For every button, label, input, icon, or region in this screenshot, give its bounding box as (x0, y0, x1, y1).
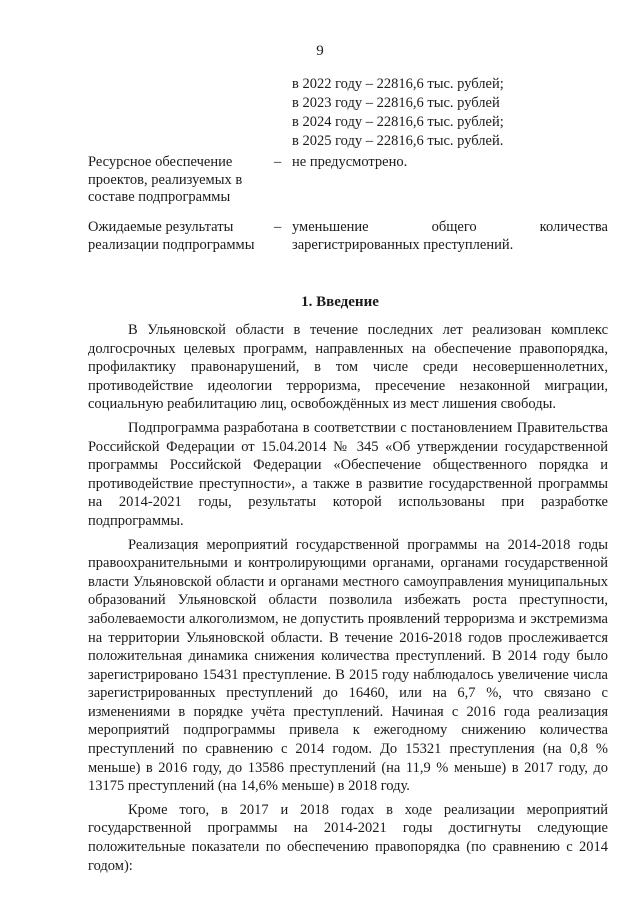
funding-line-2025: в 2025 году – 22816,6 тыс. рублей. (292, 133, 504, 149)
funding-by-year (292, 75, 504, 151)
param-value: уменьшение общего количества зарегистрированных преступлений. (292, 219, 608, 253)
param-dash: – (274, 219, 282, 235)
funding-line-2024: в 2024 году – 22816,6 тыс. рублей; (292, 114, 504, 130)
funding-line-2022: в 2022 году – 22816,6 тыс. рублей; (292, 76, 504, 92)
param-label: Ожидаемые результаты реализации подпрограммы (88, 219, 255, 253)
paragraph: В Ульяновской области в течение последних лет реализован комплекс долгосрочных целевых программ, направленных на обеспечение правопорядка, профилактику правонарушений, в том числе среди несовершеннолетних, противодействие идеологии терроризма, пресечение незаконной миграции, социальную реабилитацию лиц, освобождённых из мест лишения свободы. (88, 322, 608, 413)
section-body (88, 321, 608, 880)
paragraph: Реализация мероприятий государственной программы на 2014-2018 годы правоохранительными и контролирующими органами, органами государственной власти Ульяновской области и органами местного самоуправления муниципальных образований Ульяновской области позволила избежать роста преступности, заболеваемости алкоголизмом, не допустить проявлений терроризма и экстремизма на территории Ульяновской области. В течение 2016-2018 годов прослеживается положительная динамика снижения количества преступлений. В 2014 году было зарегистрировано 15431 преступление. В 2015 году наблюдалось увеличение числа зарегистрированных преступлений до 16460, или на 6,7 %, что связано с изменениями в порядке учёта преступлений. Начиная с 2016 года реализация мероприятий подпрограммы привела к ежегодному снижению количества преступлений по сравнению с 2014 годом. До 15321 преступления (на 0,8 % меньше) в 2016 году, до 13586 преступлений (на 11,9 % меньше) в 2017 году, до 13175 преступлений (на 14,6% меньше) в 2018 году. (88, 536, 608, 795)
paragraph: Подпрограмма разработана в соответствии с постановлением Правительства Российской Федерации от 15.04.2014 № 345 «Об утверждении государственной программы Российской Федерации «Обеспечение общественного порядка и противодействие преступности», а также в развитие государственной программы на 2014-2021 годы, результаты которой использованы при разработке подпрограммы. (88, 419, 608, 529)
param-value: не предусмотрено. (292, 154, 408, 170)
section-title: 1. Введение (301, 294, 379, 310)
param-label: Ресурсное обеспечение проектов, реализуемых в составе подпрограммы (88, 154, 243, 205)
paragraph: Кроме того, в 2017 и 2018 годах в ходе реализации мероприятий государственной программы на 2014-2021 годы достигнуты следующие положительные показатели по обеспечению правопорядка (по сравнению с 2014 годом): (88, 801, 608, 874)
funding-line-2023: в 2023 году – 22816,6 тыс. рублей (292, 95, 500, 111)
page-number: 9 (316, 43, 324, 59)
param-dash: – (274, 154, 282, 170)
